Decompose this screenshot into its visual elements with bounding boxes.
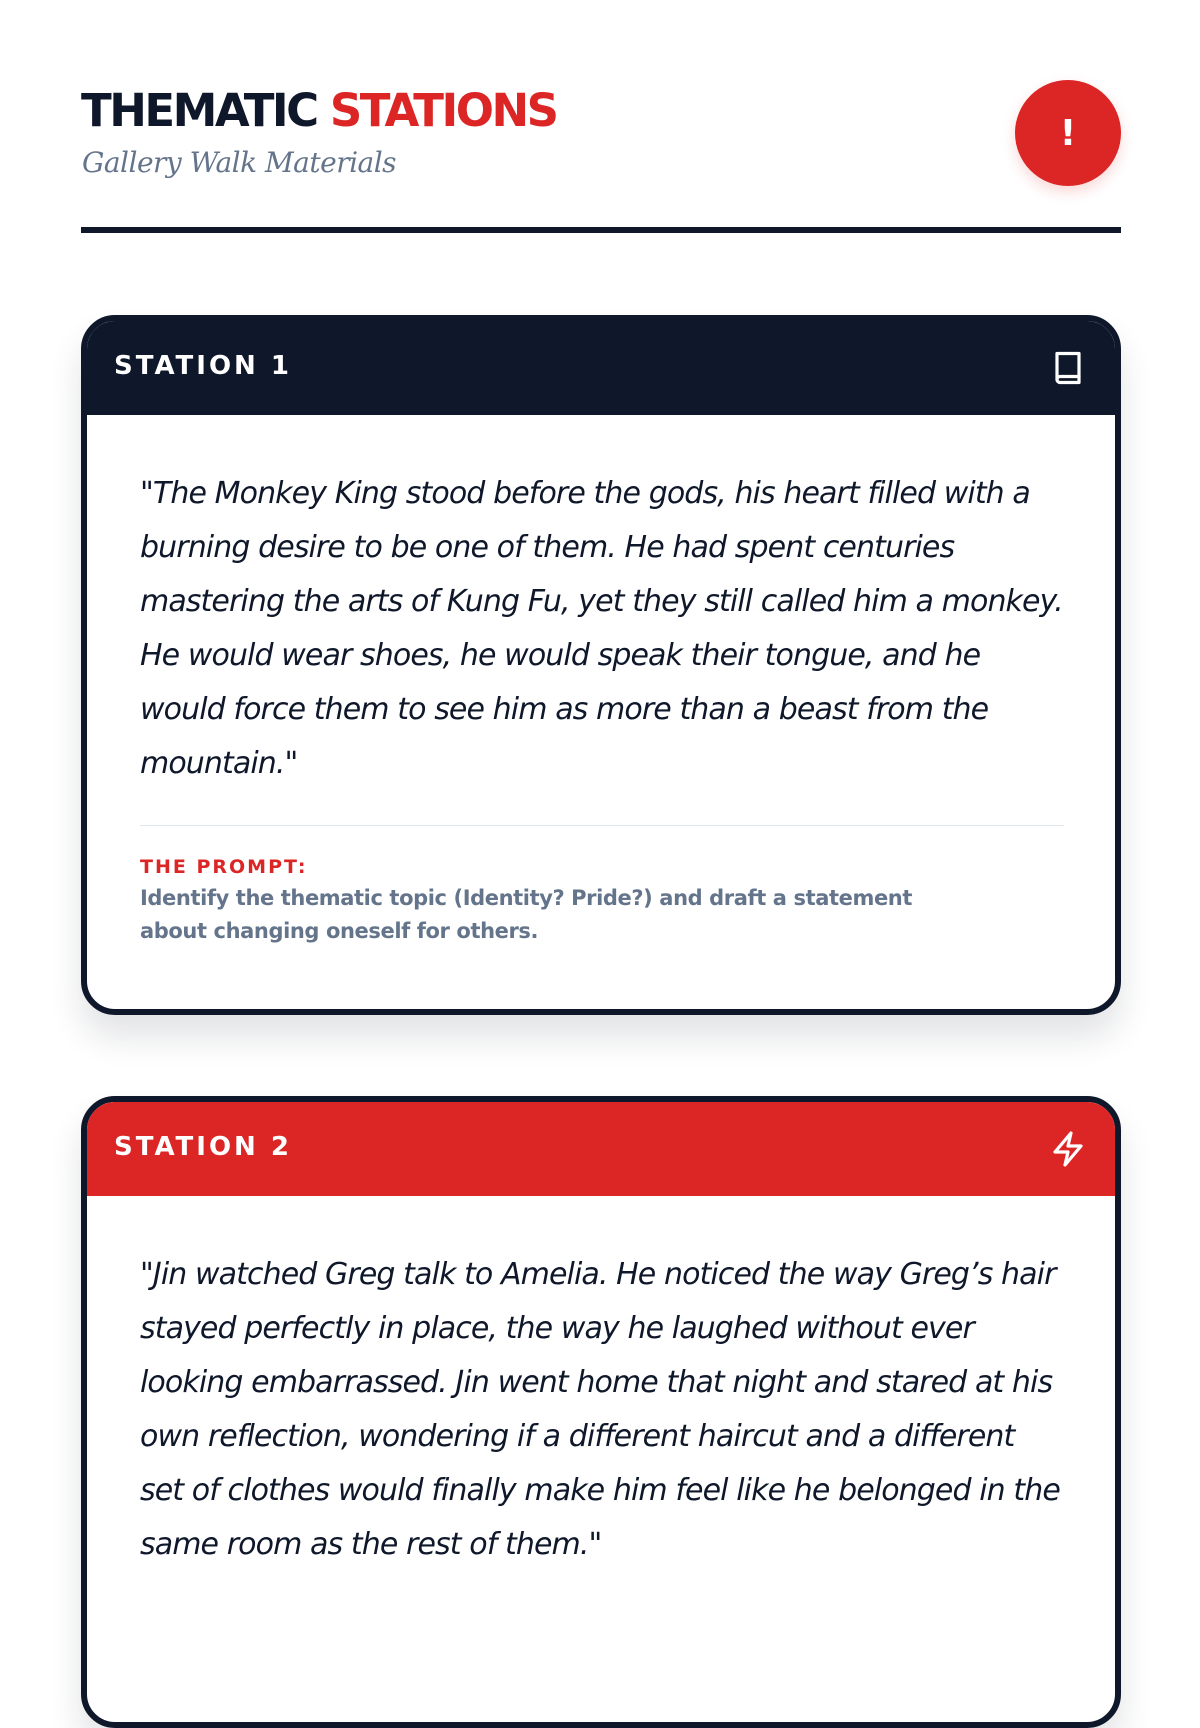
header-divider — [81, 227, 1121, 233]
page-title-main: THEMATIC — [81, 84, 317, 137]
book-icon — [1049, 349, 1087, 387]
lightning-icon — [1049, 1130, 1087, 1168]
gallery-walk-page — [81, 0, 1121, 1562]
page-subtitle: Gallery Walk Materials — [82, 146, 397, 179]
station-card-2 — [81, 1096, 1121, 1728]
station-2-label: STATION 2 — [114, 1132, 292, 1162]
station-1-body — [140, 467, 1064, 943]
station-1-header — [87, 321, 1115, 415]
station-card-1 — [81, 315, 1121, 1015]
station-2-quote: "Jin watched Greg talk to Amelia. He noticed the way Greg’s hair stayed perfectly in place, the way he laughed without ever looking embarrassed. Jin went home that night and stared at his own reflection, wondering if a different haircut and a different set of clothes would finally make him feel like he belonged in the same room as the rest of them." — [140, 1257, 1060, 1562]
alert-button[interactable] — [1015, 80, 1121, 186]
station-2-header — [87, 1102, 1115, 1196]
station-1-prompt-text: Identify the thematic topic (Identity? Pride?) and draft a statement about changing oneself for others. — [140, 886, 912, 943]
station-1-prompt-label: THE PROMPT: — [140, 856, 308, 878]
station-2-body — [140, 1248, 1064, 1572]
station-1-quote: "The Monkey King stood before the gods, his heart filled with a burning desire to be one of them. He had spent centuries mastering the arts of Kung Fu, yet they still called him a monkey. He would wear shoes, he would speak their tongue, and he would force them to see him as more than a beast from the mountain." — [140, 476, 1063, 781]
exclamation-icon: ! — [1059, 112, 1077, 154]
page-title-accent: STATIONS — [329, 84, 557, 137]
page-title — [81, 83, 557, 139]
station-1-divider — [140, 825, 1064, 826]
page-header — [81, 0, 1121, 234]
station-1-label: STATION 1 — [114, 351, 292, 381]
